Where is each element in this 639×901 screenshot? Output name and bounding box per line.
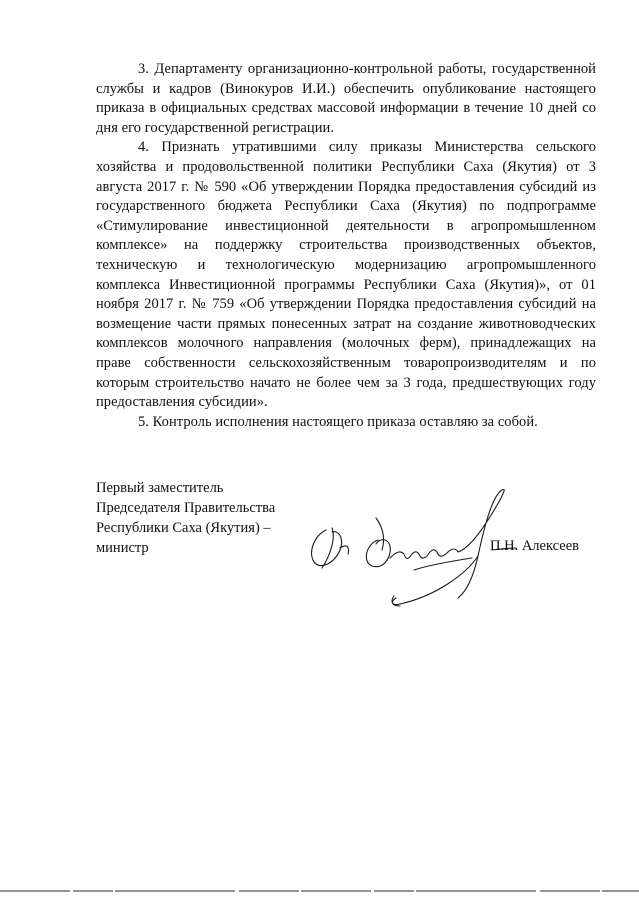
paragraph-4: 4. Признать утратившими силу приказы Министерства сельского хозяйства и продовольственной политики Республики Саха (Якутия) от 3 августа 2017 г. № 590 «Об утверждении Порядка предоставления субсидий из государственного бюджета Республики Саха (Якутия) по подпрограмме «Стимулирование инвестиционной деятельности в агропромышленном комплексе» на поддержку строительства производственных объектов, техническую и технологическую модернизацию агропромышленного комплекса Инвестиционной программы Республики Саха (Якутия)», от 01 ноября 2017 г. № 759 «Об утверждении Порядка предоставления субсидий на возмещение части прямых понесенных затрат на создание животноводческих комплексов молочного направления (молочных ферм), принадлежащих на праве собственности сельскохозяйственным товаропроизводителям и по которым строительство начато не более чем за 3 года, предшествующих году предоставления субсидии». [96, 139, 596, 411]
position-line: Республики Саха (Якутия) – [96, 520, 271, 536]
paragraph-3: 3. Департаменту организационно-контрольной работы, государственной службы и кадров (Винокуров И.И.) обеспечить опубликование настоящего приказа в официальных средствах массовой информации в течение 10 дней со дня его государственной регистрации. [96, 61, 596, 136]
paragraph-5: 5. Контроль исполнения настоящего приказа оставляю за собой. [138, 413, 538, 430]
position-line: министр [96, 540, 149, 556]
position-line: Первый заместитель [96, 480, 224, 496]
document-body [96, 60, 596, 432]
position-line: Председателя Правительства [96, 500, 276, 516]
signatory-name: П.Н. Алексеев [490, 538, 579, 554]
signatory-position [96, 478, 306, 558]
scan-edge-line [0, 888, 639, 898]
